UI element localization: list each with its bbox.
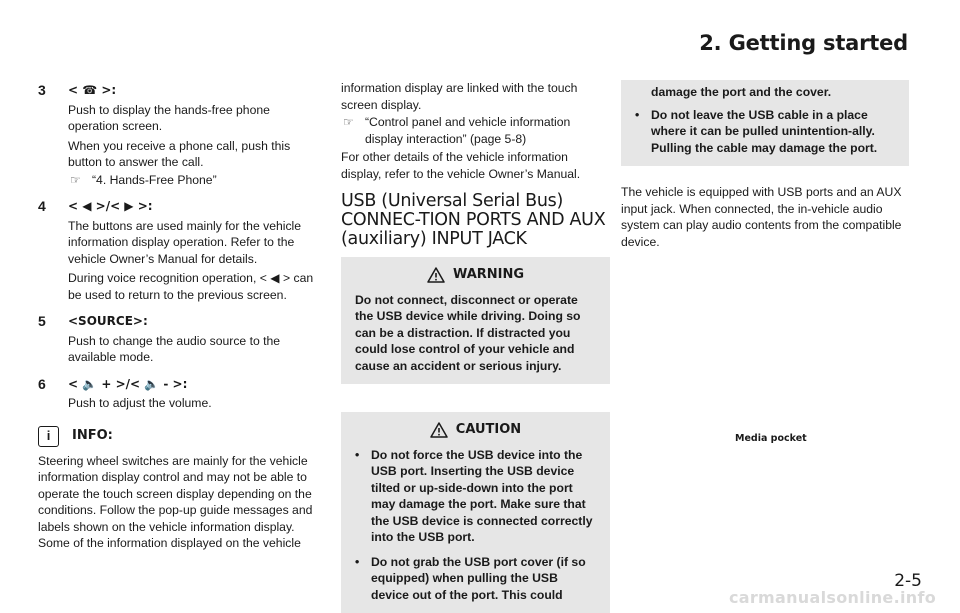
other-details-text: For other details of the vehicle information display, refer to the vehicle Owner’s Manual. — [341, 150, 581, 181]
warning-icon — [427, 267, 445, 283]
item-number: 3 — [38, 82, 46, 98]
caution-title: CAUTION — [455, 422, 522, 437]
list-item — [38, 376, 316, 412]
info-text: Steering wheel switches are mainly for the vehicle information display control and may not be able to operate the touch screen display depending on the conditions. Follow the pop-up guide messages and labels shown on the vehicle information display. — [38, 453, 313, 534]
item-key: < ☎ >: — [68, 83, 117, 97]
caution-bullet: • Do not force the USB device into the USB port. Inserting the USB device tilted or up-side-down into the port may damage the port. Make sure that the USB device is connected correctly into the USB port. — [355, 447, 596, 546]
item-text: When you receive a phone call, push this button to answer the call. — [68, 138, 291, 169]
info-header — [38, 426, 316, 447]
middle-column — [341, 80, 610, 613]
info-text-continued: Some of the information displayed on the vehicle — [38, 536, 301, 550]
caution-icon — [430, 422, 448, 438]
list-item — [38, 198, 316, 303]
item-key: < 🔈 + >/< 🔈 - >: — [68, 376, 188, 391]
item-number: 5 — [38, 313, 46, 329]
warning-box — [341, 257, 610, 384]
caution-box-continued — [621, 80, 909, 166]
item-text: Push to adjust the volume. — [68, 396, 212, 410]
left-column — [38, 82, 316, 552]
item-key: <SOURCE>: — [68, 314, 148, 328]
warning-text: Do not connect, disconnect or operate the USB device while driving. Doing so can be a distraction. If distracted you could lose control of your vehicle and cause an accident or serious injury. — [355, 292, 581, 373]
info-title: INFO: — [72, 427, 113, 443]
body-text: The vehicle is equipped with USB ports and an AUX input jack. When connected, the in-vehicle audio system can play audio contents from the compatible device. — [621, 185, 902, 249]
page-number: 2-5 — [894, 571, 922, 591]
caution-bullet: • Do not grab the USB port cover (if so equipped) when pulling the USB device out of the port. This could — [355, 554, 596, 604]
reference-pointer-icon: ☞ — [70, 172, 81, 187]
usb-heading: USB (Universal Serial Bus) CONNEC-TION PORTS AND AUX (auxiliary) INPUT JACK — [341, 191, 606, 249]
item-number: 4 — [38, 198, 46, 214]
section-title: 2. Getting started — [699, 31, 908, 55]
cross-reference: ☞ “Control panel and vehicle information display interaction” (page 5-8) — [343, 115, 571, 146]
caution-bullet: • Do not leave the USB cable in a place where it can be pulled unintention-ally. Pulling the cable may damage the port. — [635, 107, 895, 157]
list-item — [38, 313, 316, 366]
intro-text: information display are linked with the touch screen display. — [341, 81, 578, 112]
item-number: 6 — [38, 375, 46, 392]
right-column — [621, 80, 909, 250]
item-text: During voice recognition operation, < ◀ > can be used to return to the previous screen. — [68, 271, 314, 302]
figure-label: Media pocket — [735, 433, 807, 444]
item-key: < ◀ >/< ▶ >: — [68, 199, 153, 213]
list-item — [38, 82, 316, 188]
item-text: Push to display the hands-free phone operation screen. — [68, 102, 270, 133]
watermark: carmanualsonline.info — [728, 588, 936, 607]
item-text: The buttons are used mainly for the vehicle information display operation. Refer to the vehicle Owner’s Manual for details. — [68, 218, 302, 266]
warning-title: WARNING — [452, 267, 525, 282]
cross-reference: ☞ “4. Hands-Free Phone” — [70, 172, 217, 187]
reference-pointer-icon: ☞ — [343, 115, 354, 129]
item-text: Push to change the audio source to the available mode. — [68, 333, 281, 364]
caution-continued-text: damage the port and the cover. — [651, 85, 832, 99]
info-icon: i — [38, 426, 59, 447]
caution-box — [341, 412, 610, 613]
